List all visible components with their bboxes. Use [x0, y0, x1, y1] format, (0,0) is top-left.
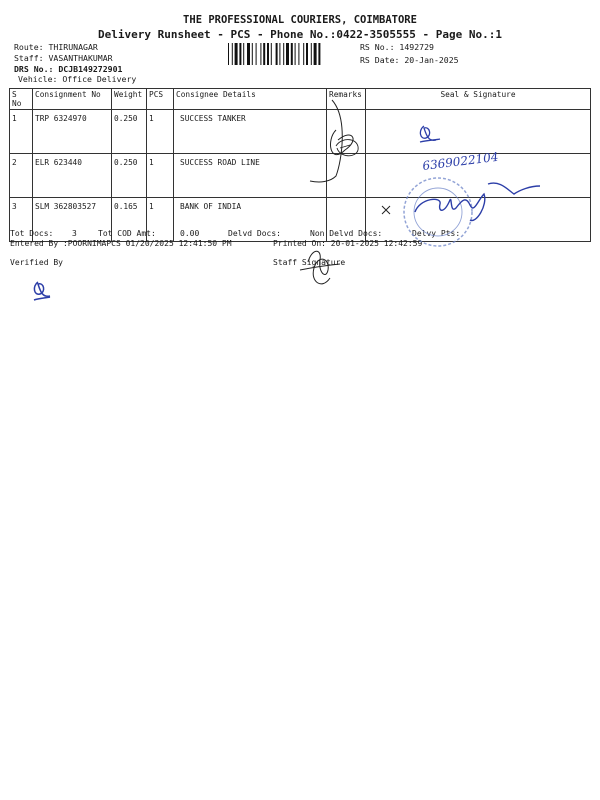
staff-signature-mark — [300, 251, 340, 284]
rs-number: RS No.: 1492729 — [360, 42, 434, 52]
col-consignee: Consignee Details — [174, 89, 327, 110]
vehicle: Vehicle: Office Delivery — [18, 74, 137, 84]
staff-signature: Staff Signature — [273, 258, 346, 267]
staff: Staff: VASANTHAKUMAR — [14, 53, 113, 63]
runsheet-title: Delivery Runsheet - PCS - Phone No.:0422-3505555 - Page No.:1 — [98, 28, 502, 41]
col-sno: S No — [10, 89, 33, 110]
delvd-docs: Delvd Docs: — [228, 229, 281, 238]
cell-sno: 3 — [10, 198, 33, 242]
initials-mark — [420, 126, 440, 142]
cell-consignment: ELR 623440 — [33, 154, 112, 198]
bracket-mark — [310, 100, 353, 182]
rs-date: RS Date: 20-Jan-2025 — [360, 55, 459, 65]
tot-docs-label: Tot Docs: — [10, 229, 54, 238]
cell-weight: 0.250 — [112, 110, 147, 154]
cell-consignment: SLM 362803527 — [33, 198, 112, 242]
col-pcs: PCS — [147, 89, 174, 110]
cell-pcs: 1 — [147, 154, 174, 198]
circle-check-mark — [336, 140, 358, 156]
tot-cod-label: Tot COD Amt: — [98, 229, 156, 238]
cell-pcs: 1 — [147, 110, 174, 154]
cell-consignee: SUCCESS ROAD LINE — [174, 154, 327, 198]
col-weight: Weight — [112, 89, 147, 110]
tot-cod-value: 0.00 — [180, 229, 200, 238]
col-remarks: Remarks — [327, 89, 366, 110]
route: Route: THIRUNAGAR — [14, 42, 98, 52]
x-mark — [382, 206, 390, 214]
verified-by: Verified By — [10, 258, 63, 267]
cell-consignee: SUCCESS TANKER — [174, 110, 327, 154]
cell-weight: 0.250 — [112, 154, 147, 198]
col-seal-signature: Seal & Signature — [366, 89, 591, 110]
bank-stamp — [404, 178, 472, 246]
cell-consignment: TRP 6324970 — [33, 110, 112, 154]
non-delvd-docs: Non Delvd Docs: — [310, 229, 383, 238]
cell-consignee: BANK OF INDIA — [174, 198, 327, 242]
verified-initials-mark — [34, 282, 50, 300]
printed-on: Printed On: 20-01-2025 12:42:59 — [273, 239, 423, 248]
col-consignment: Consignment No — [33, 89, 112, 110]
tot-docs-value: 3 — [72, 229, 77, 238]
cell-sno: 1 — [10, 110, 33, 154]
delvy-pts: Delvy Pts: — [412, 229, 461, 238]
drs-number: DRS No.: DCJB149272901 — [14, 64, 123, 74]
cell-sno: 2 — [10, 154, 33, 198]
cell-weight: 0.165 — [112, 198, 147, 242]
cell-pcs: 1 — [147, 198, 174, 242]
handwritten-phone: 6369022104 — [421, 149, 500, 173]
entered-by: Entered By :POORNIMAPCS 01/20/2025 12:41:50 PM — [10, 239, 232, 248]
company-name: THE PROFESSIONAL COURIERS, COIMBATORE — [183, 14, 417, 26]
